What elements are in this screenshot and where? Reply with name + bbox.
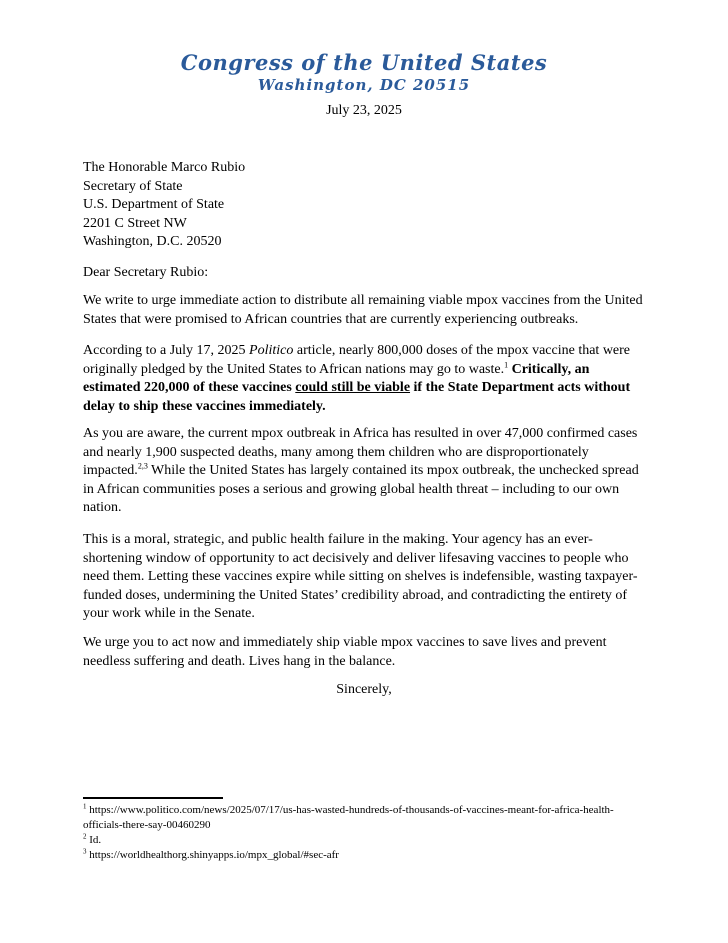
salutation: Dear Secretary Rubio:	[83, 265, 209, 280]
paragraph-2-bold-a: Critically, an estimated 220,000 of these vaccines	[83, 361, 590, 395]
recipient-address	[83, 159, 648, 252]
recipient-city: Washington, D.C. 20520	[83, 234, 222, 249]
paragraph-1: We write to urge immediate action to distribute all remaining viable mpox vaccines from the United States that were promised to African countries that are currently experiencing outbreaks.	[83, 293, 643, 327]
paragraph-2-text-a: According to a July 17, 2025	[83, 343, 250, 358]
letterhead-city: Washington, DC 20515	[257, 76, 471, 94]
politico-italic: Politico	[249, 343, 294, 358]
recipient-name: The Honorable Marco Rubio	[83, 160, 246, 175]
recipient-title: Secretary of State	[83, 178, 183, 194]
footnote-ref-1: 1	[504, 359, 509, 369]
paragraph-3-text-a: As you are aware, the current mpox outbreak in Africa has resulted in over 47,000 confirmed cases and nearly 1,900 suspected deaths, many among them children who are disproportionately impacted.	[83, 426, 638, 478]
paragraph-2	[83, 342, 648, 416]
footnotes	[83, 803, 643, 863]
footnote-1-number: 1	[83, 802, 87, 811]
footnote-2-number: 2	[83, 832, 87, 841]
paragraph-2-bold-b: if the State Department acts without delay to ship these vaccines immediately.	[83, 380, 631, 414]
letter-date: July 23, 2025	[326, 103, 402, 118]
recipient-street: 2201 C Street NW	[83, 215, 187, 231]
footnote-2-text: Id.	[86, 834, 102, 846]
paragraph-5: We urge you to act now and immediately ship viable mpox vaccines to save lives and prevent needless suffering and death. Lives hang in the balance.	[83, 635, 607, 669]
paragraph-4: This is a moral, strategic, and public health failure in the making. Your agency has an ever-shortening window of opportunity to act decisively and deliver lifesaving vaccines to people who need them. Letting these vaccines expire while sitting on shelves is indefensible, wasting taxpayer-funded doses, undermining the United States’ credibility abroad, and contradicting the entirety of your work while in the Senate.	[83, 532, 638, 621]
footnote-3-number: 3	[83, 847, 87, 856]
paragraph-3	[83, 425, 648, 518]
closing: Sincerely,	[336, 682, 392, 697]
footnote-1	[83, 803, 643, 833]
footnote-1-link[interactable]: https://www.politico.com/news/2025/07/17/us-has-wasted-hundreds-of-thousands-of-vaccines-meant-for-africa-health-officials-there-say-00460290	[83, 804, 614, 831]
paragraph-2-text-b: article, nearly 800,000 doses of the mpox vaccine that were originally pledged by the United States to African nations may go to waste.	[83, 343, 631, 377]
footnote-2	[83, 833, 643, 848]
paragraph-3-text-b: While the United States has largely contained its mpox outbreak, the unchecked spread in African communities poses a serious and growing global health threat – including to our own nation.	[83, 463, 639, 515]
footnote-3-link[interactable]: https://worldhealthorg.shinyapps.io/mpx_global/#sec-afr	[86, 849, 339, 861]
footnote-3	[83, 848, 643, 863]
paragraph-2-bold-underline: could still be viable	[295, 380, 411, 395]
footnote-divider	[83, 797, 223, 799]
letterhead-title: Congress of the United States	[180, 50, 548, 75]
footnote-ref-2-3: 2,3	[137, 461, 148, 471]
recipient-department: U.S. Department of State	[83, 197, 225, 212]
